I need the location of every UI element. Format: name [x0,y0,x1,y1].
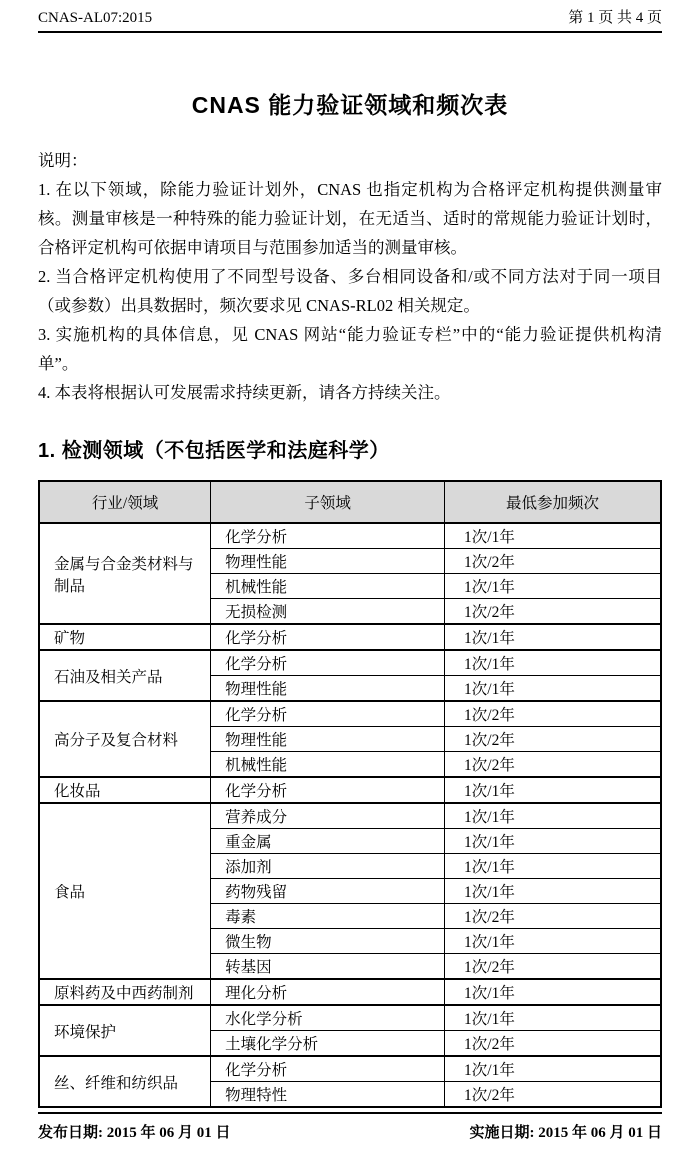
industry-cell: 丝、纤维和纺织品 [39,1056,211,1107]
industry-cell: 高分子及复合材料 [39,701,211,777]
notes-section [38,146,662,407]
subdomain-cell: 土壤化学分析 [211,1031,445,1057]
frequency-cell: 1次/1年 [445,650,661,676]
table-row [39,1056,661,1082]
implementation-date: 实施日期: 2015 年 06 月 01 日 [469,1125,662,1141]
subdomain-cell: 化学分析 [211,701,445,727]
frequency-cell: 1次/1年 [445,1056,661,1082]
subdomain-cell: 物理性能 [211,727,445,752]
frequency-cell: 1次/2年 [445,549,661,574]
note-item: 3. 实施机构的具体信息，见 CNAS 网站“能力验证专栏”中的“能力验证提供机构清单”。 [38,325,662,373]
subdomain-cell: 药物残留 [211,879,445,904]
release-date: 发布日期: 2015 年 06 月 01 日 [38,1125,231,1141]
document-title: CNAS 能力验证领域和频次表 [191,92,509,118]
subdomain-cell: 化学分析 [211,523,445,549]
frequency-cell: 1次/1年 [445,803,661,829]
frequency-cell: 1次/1年 [445,1005,661,1031]
frequency-cell: 1次/2年 [445,752,661,778]
frequency-cell: 1次/1年 [445,574,661,599]
table-row [39,701,661,727]
table-row [39,979,661,1005]
frequency-cell: 1次/1年 [445,979,661,1005]
col-header-frequency: 最低参加频次 [445,481,661,523]
industry-cell: 原料药及中西药制剂 [39,979,211,1005]
frequency-cell: 1次/2年 [445,701,661,727]
frequency-cell: 1次/1年 [445,624,661,650]
frequency-cell: 1次/2年 [445,1031,661,1057]
notes-label: 说明： [38,151,88,170]
page-header [38,0,662,33]
table-header-row [39,481,661,523]
frequency-table [38,480,662,1108]
subdomain-cell: 化学分析 [211,777,445,803]
industry-cell: 化妆品 [39,777,211,803]
table-row [39,1005,661,1031]
industry-cell: 石油及相关产品 [39,650,211,701]
subdomain-cell: 物理性能 [211,676,445,702]
subdomain-cell: 毒素 [211,904,445,929]
frequency-cell: 1次/1年 [445,777,661,803]
industry-cell: 矿物 [39,624,211,650]
frequency-cell: 1次/2年 [445,727,661,752]
subdomain-cell: 化学分析 [211,650,445,676]
subdomain-cell: 机械性能 [211,752,445,778]
frequency-cell: 1次/2年 [445,904,661,929]
table-row [39,777,661,803]
subdomain-cell: 物理特性 [211,1082,445,1108]
frequency-cell: 1次/1年 [445,829,661,854]
industry-cell: 食品 [39,803,211,979]
col-header-industry: 行业/领域 [39,481,211,523]
subdomain-cell: 化学分析 [211,624,445,650]
note-item: 2. 当合格评定机构使用了不同型号设备、多台相同设备和/或不同方法对于同一项目（或参数）出具数据时，频次要求见 CNAS-RL02 相关规定。 [38,267,662,315]
industry-cell: 环境保护 [39,1005,211,1056]
subdomain-cell: 营养成分 [211,803,445,829]
col-header-subdomain: 子领域 [211,481,445,523]
section-title: 1. 检测领域（不包括医学和法庭科学） [38,440,390,462]
frequency-cell: 1次/1年 [445,854,661,879]
frequency-cell: 1次/2年 [445,954,661,980]
subdomain-cell: 水化学分析 [211,1005,445,1031]
subdomain-cell: 机械性能 [211,574,445,599]
subdomain-cell: 无损检测 [211,599,445,625]
frequency-cell: 1次/2年 [445,599,661,625]
subdomain-cell: 重金属 [211,829,445,854]
frequency-cell: 1次/1年 [445,929,661,954]
table-row [39,803,661,829]
subdomain-cell: 理化分析 [211,979,445,1005]
industry-cell: 金属与合金类材料与制品 [39,523,211,624]
frequency-cell: 1次/2年 [445,1082,661,1108]
frequency-cell: 1次/1年 [445,879,661,904]
subdomain-cell: 转基因 [211,954,445,980]
note-item: 4. 本表将根据认可发展需求持续更新，请各方持续关注。 [38,383,451,402]
table-row [39,523,661,549]
subdomain-cell: 微生物 [211,929,445,954]
table-row [39,650,661,676]
frequency-cell: 1次/1年 [445,676,661,702]
note-item: 1. 在以下领域，除能力验证计划外，CNAS 也指定机构为合格评定机构提供测量审核。测量审核是一种特殊的能力验证计划，在无适当、适时的常规能力验证计划时，合格评定机构可依据申请项目与范围参加适当的测量审核。 [38,180,662,257]
subdomain-cell: 物理性能 [211,549,445,574]
frequency-cell: 1次/1年 [445,523,661,549]
page-footer [38,1112,662,1142]
subdomain-cell: 化学分析 [211,1056,445,1082]
subdomain-cell: 添加剂 [211,854,445,879]
table-row [39,624,661,650]
page-number: 第 1 页 共 4 页 [568,10,662,26]
doc-code: CNAS-AL07:2015 [38,10,153,26]
